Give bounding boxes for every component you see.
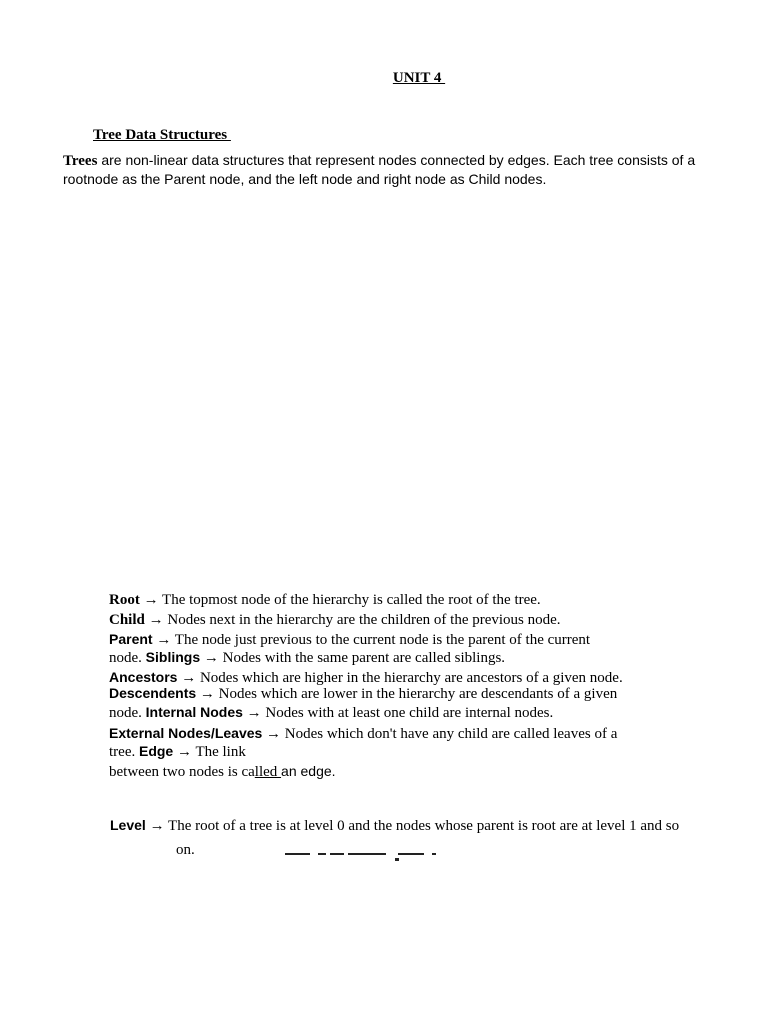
definition-text: → The root of a tree is at level 0 and the nodes whose parent is root are at level 1 and so [145,818,680,834]
definition-text: → Nodes next in the hierarchy are the children of the previous node. [144,612,561,628]
definition-text: → Nodes which are higher in the hierarchy are ancestors of a given node. [177,670,623,686]
definition-term: Level [110,817,146,833]
definition-term: Internal Nodes [145,704,243,720]
definition-text: node. [109,650,146,666]
intro-term: Trees [63,153,98,169]
definition-text: → Nodes with the same parent are called siblings. [200,650,506,666]
definition-external-nodes [109,724,617,743]
definition-internal-nodes [109,703,553,722]
definition-term: Siblings [145,649,201,665]
definition-child [109,611,561,629]
page-title: UNIT 4 [392,70,446,86]
definition-term: External Nodes/Leaves [109,725,263,741]
definition-text: → The node just previous to the current node is the parent of the current [152,632,591,648]
intro-text: are non-linear data structures that represent nodes connected by edges. Each tree consists of a rootnode as the Parent node, and the left node and right node as Child nodes. [63,152,696,187]
definition-text: → Nodes with at least one child are internal nodes. [242,705,554,721]
definition-term: Edge [138,743,174,759]
definition-text: → Nodes which don't have any child are called leaves of a [262,726,618,742]
definition-term: Parent [109,631,153,647]
definition-level-continued: on. [176,842,195,858]
definition-term: Descendents [109,685,197,701]
intro-paragraph [63,151,723,188]
definition-text: → The topmost node of the hierarchy is called the root of the tree. [139,592,541,608]
section-heading: Tree Data Structures [93,127,231,143]
definition-root [109,591,541,609]
definition-term: Child [109,612,145,628]
definition-edge-continued [109,762,336,781]
definition-siblings [109,648,505,667]
definition-text-underlined: lled [254,764,282,780]
definition-text: → Nodes which are lower in the hierarchy are descendants of a given [196,686,618,702]
definition-descendents [109,684,617,703]
definition-term: Ancestors [109,669,178,685]
definition-text: → The link [173,744,246,760]
definition-parent [109,630,590,649]
definition-term: Root [109,592,140,608]
definition-text: an edge. [281,763,336,779]
definition-text: tree. [109,744,139,760]
definition-text: between two nodes is ca [109,764,255,780]
definition-level [110,816,679,835]
definition-edge [109,742,246,761]
definition-text: node. [109,705,146,721]
